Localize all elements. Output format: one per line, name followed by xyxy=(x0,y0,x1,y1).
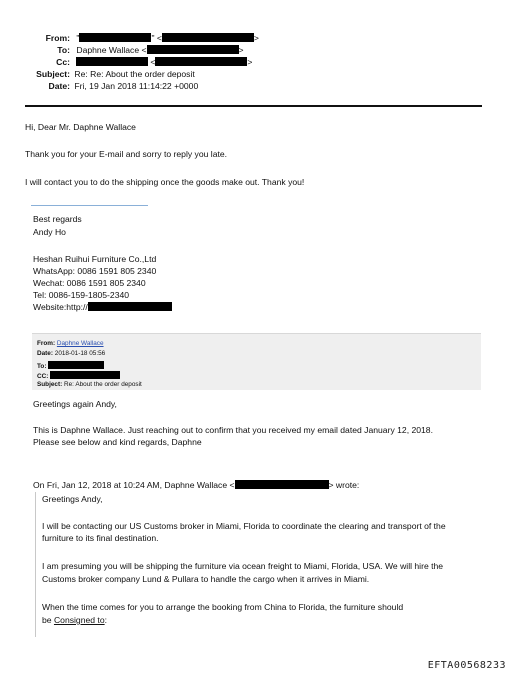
quoted-to-row xyxy=(37,361,104,370)
cc-label: Cc: xyxy=(56,57,70,67)
quoted-p1-line1: This is Daphne Wallace. Just reaching out to confirm that you received my email dated January 12, 2018. xyxy=(33,425,433,435)
signature-regards: Best regards xyxy=(33,214,82,224)
quoted-cc-label: CC: xyxy=(37,373,49,380)
quoted-from-label: From: xyxy=(37,340,56,347)
signature-website xyxy=(33,302,172,312)
reply-line-1: Thank you for your E-mail and sorry to reply you late. xyxy=(25,149,228,159)
quoted-date-label: Date: xyxy=(37,350,53,357)
quoted-subject-value: Re: About the order deposit xyxy=(64,381,142,388)
quoted-p4-line2 xyxy=(42,615,107,625)
quoted-greeting: Greetings again Andy, xyxy=(33,399,117,409)
document-id: EFTA00568233 xyxy=(427,660,506,671)
subject-row xyxy=(0,69,195,79)
quoted-from-row xyxy=(37,340,104,347)
redaction-box xyxy=(147,45,239,54)
quoted-subject-row xyxy=(37,381,142,388)
redaction-box xyxy=(50,371,120,379)
from-quote: " xyxy=(76,33,80,43)
quote-bar xyxy=(35,492,36,637)
on-prefix: On Fri, Jan 12, 2018 at 10:24 AM, Daphne Wallace < xyxy=(33,480,235,490)
from-label: From: xyxy=(45,33,70,43)
quoted-p2-line1: I will be contacting our US Customs broker in Miami, Florida to coordinate the clearing and transport of the xyxy=(42,521,446,531)
quoted-subject-label: Subject: xyxy=(37,381,63,388)
date-value: Fri, 19 Jan 2018 11:14:22 +0000 xyxy=(74,81,199,91)
redaction-box xyxy=(48,361,104,369)
date-row xyxy=(0,81,198,91)
date-label: Date: xyxy=(48,81,70,91)
signature-name: Andy Ho xyxy=(33,227,66,237)
reply-line-2: I will contact you to do the shipping once the goods make out. Thank you! xyxy=(25,177,305,187)
quoted-p2-line2: furniture to its final destination. xyxy=(42,533,159,543)
quoted-p4-line1: When the time comes for you to arrange the booking from China to Florida, the furniture should xyxy=(42,602,404,612)
reply-greeting: Hi, Dear Mr. Daphne Wallace xyxy=(25,122,136,132)
quoted-date-value: 2018-01-18 05:56 xyxy=(54,350,106,357)
from-rest: " < xyxy=(151,33,162,43)
signature-wechat: Wechat: 0086 1591 805 2340 xyxy=(33,278,146,288)
redaction-box xyxy=(88,302,172,311)
quoted-p1-line2: Please see below and kind regards, Daphne xyxy=(33,437,202,447)
quoted-date-row xyxy=(37,350,105,357)
quoted-greeting-2: Greetings Andy, xyxy=(42,494,103,504)
quoted-from-link[interactable]: Daphne Wallace xyxy=(56,340,104,347)
quoted-to-label: To: xyxy=(37,363,47,370)
quoted-cc-row xyxy=(37,371,120,380)
to-value: Daphne Wallace < xyxy=(76,45,147,55)
website-label: Website:http:// xyxy=(33,302,88,312)
cc-end: > xyxy=(247,57,253,67)
quoted-p3-line2: Customs broker company Lund & Pullara to handle the cargo when it arrives in Miami. xyxy=(42,574,370,584)
redaction-box xyxy=(79,33,151,42)
quoted-on-line xyxy=(33,480,359,490)
consigned-to-text: Consigned to xyxy=(53,615,105,625)
p4-suffix: : xyxy=(104,615,107,625)
quoted-p3-line1: I am presuming you will be shipping the furniture via ocean freight to Miami, Florida, USA. We will hire the xyxy=(42,561,444,571)
p4-prefix: be xyxy=(42,615,54,625)
redaction-box xyxy=(155,57,247,66)
signature-company: Heshan Ruihui Furniture Co.,Ltd xyxy=(33,254,157,264)
to-end: > xyxy=(238,45,244,55)
to-label: To: xyxy=(57,45,70,55)
subject-label: Subject: xyxy=(36,69,70,79)
on-suffix: > wrote: xyxy=(328,480,360,490)
redaction-box xyxy=(235,480,329,489)
signature-whatsapp: WhatsApp: 0086 1591 805 2340 xyxy=(33,266,157,276)
from-row xyxy=(0,33,259,43)
signature-divider xyxy=(31,205,148,206)
cc-mid: < xyxy=(150,57,156,67)
header-divider xyxy=(25,105,482,107)
from-end: > xyxy=(253,33,259,43)
signature-tel: Tel: 0086-159-1805-2340 xyxy=(33,290,130,300)
cc-row xyxy=(0,57,252,67)
subject-value: Re: Re: About the order deposit xyxy=(74,69,195,79)
redaction-box xyxy=(162,33,254,42)
to-row xyxy=(0,45,244,55)
redaction-box xyxy=(76,57,148,66)
